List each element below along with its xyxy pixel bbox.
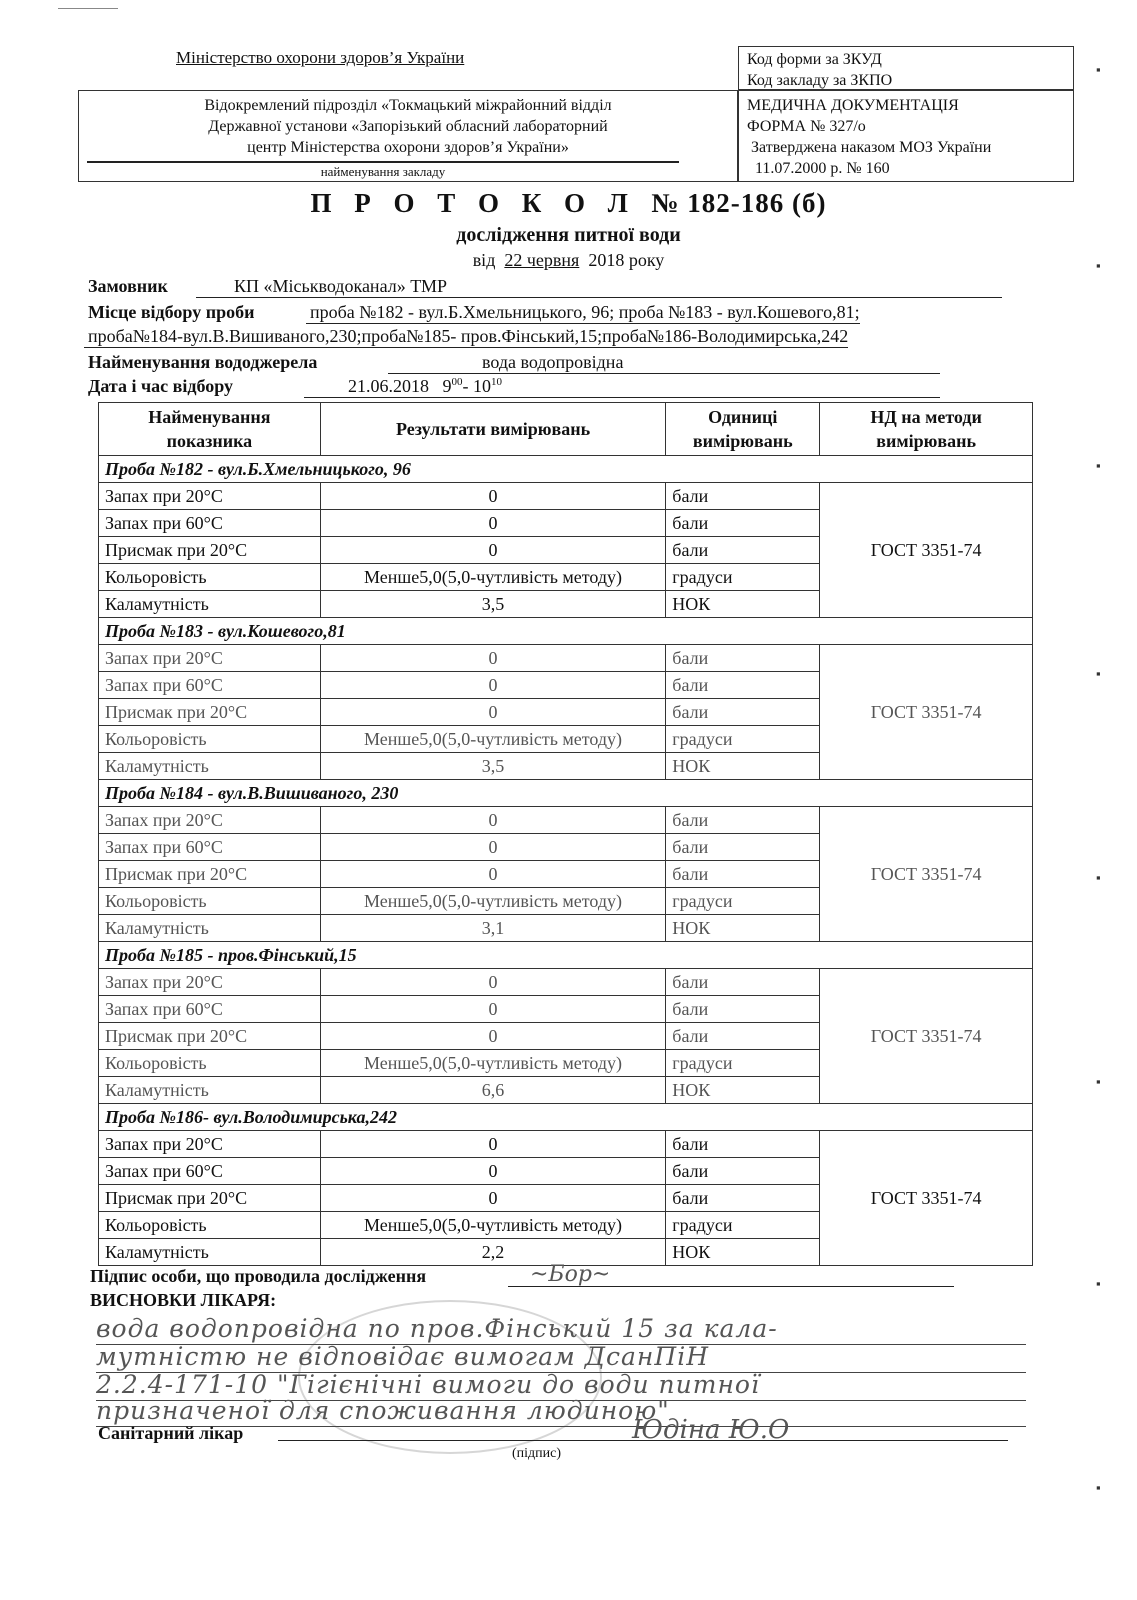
med-approval-line: Затверджена наказом МОЗ України — [751, 139, 992, 156]
conclusion-line: призначеної для споживання людиною" — [96, 1396, 1026, 1427]
measurement-unit: градуси — [666, 1212, 820, 1239]
measurement-unit: бали — [666, 807, 820, 834]
table-row — [99, 483, 1033, 510]
sample-group-row — [99, 618, 1033, 645]
method-standard: ГОСТ 3351-74 — [820, 1131, 1033, 1266]
measurement-result: 0 — [320, 483, 666, 510]
measurement-result: 0 — [320, 1185, 666, 1212]
measurement-result: 0 — [320, 861, 666, 888]
binder-hole-mark: ▪ — [1096, 1480, 1101, 1495]
protocol-title — [0, 188, 1137, 219]
date-value: 22 червня — [504, 250, 580, 270]
measurement-unit: бали — [666, 483, 820, 510]
measurement-result: Менше5,0(5,0-чутливість методу) — [320, 1212, 666, 1239]
binder-hole-mark: ▪ — [1096, 258, 1101, 273]
column-header: Найменування показника — [99, 403, 321, 456]
medical-doc-box — [738, 90, 1074, 182]
sample-group-title: Проба №184 - вул.В.Вишиваного, 230 — [99, 780, 1033, 807]
source-label: Найменування вододжерела — [88, 352, 318, 372]
measurement-unit: бали — [666, 861, 820, 888]
binder-hole-mark: ▪ — [1096, 62, 1101, 77]
measurement-result: 0 — [320, 834, 666, 861]
time-end-min: 10 — [491, 376, 502, 388]
measurement-unit: НОК — [666, 753, 820, 780]
time-start-min: 00 — [451, 376, 463, 388]
table-row — [99, 1131, 1033, 1158]
measurement-unit: бали — [666, 510, 820, 537]
indicator-name: Запах при 20°С — [99, 483, 321, 510]
indicator-name: Присмак при 20°С — [99, 1023, 321, 1050]
med-doc-line: МЕДИЧНА ДОКУМЕНТАЦІЯ — [747, 97, 959, 114]
table-row — [99, 645, 1033, 672]
measurement-unit: бали — [666, 537, 820, 564]
measurement-unit: НОК — [666, 1077, 820, 1104]
indicator-name: Запах при 60°С — [99, 510, 321, 537]
measurement-result: 3,5 — [320, 591, 666, 618]
measurement-result: 0 — [320, 699, 666, 726]
signature-label: Підпис особи, що проводила дослідження — [90, 1266, 427, 1286]
org-line: Відокремлений підрозділ «Токмацький міжрайонний відділ — [204, 97, 612, 114]
indicator-name: Запах при 20°С — [99, 969, 321, 996]
indicator-name: Присмак при 20°С — [99, 537, 321, 564]
measurement-result: 3,5 — [320, 753, 666, 780]
sample-group-title: Проба №185 - пров.Фінський,15 — [99, 942, 1033, 969]
binder-hole-mark: ▪ — [1096, 870, 1101, 885]
conclusion-line: вода водопровідна по пров.Фінський 15 за кала- — [96, 1314, 1026, 1345]
binder-hole-mark: ▪ — [1096, 458, 1101, 473]
measurement-unit: НОК — [666, 915, 820, 942]
scan-mark — [58, 8, 118, 9]
measurement-unit: НОК — [666, 591, 820, 618]
method-standard: ГОСТ 3351-74 — [820, 645, 1033, 780]
conclusion-line: 2.2.4-171-10 "Гігієнічні вимоги до води питної — [96, 1370, 1026, 1401]
measurement-unit: бали — [666, 1131, 820, 1158]
binder-hole-mark: ▪ — [1096, 1276, 1101, 1291]
table-row — [99, 807, 1033, 834]
measurement-unit: бали — [666, 1023, 820, 1050]
doctor-label: Санітарний лікар — [98, 1423, 244, 1443]
measurement-unit: бали — [666, 672, 820, 699]
binder-hole-mark: ▪ — [1096, 1074, 1101, 1089]
sample-group-title: Проба №182 - вул.Б.Хмельницького, 96 — [99, 456, 1033, 483]
measurement-unit: градуси — [666, 888, 820, 915]
indicator-name: Кольоровість — [99, 1212, 321, 1239]
customer-value: КП «Міськводоканал» ТМР — [196, 276, 1002, 298]
results-table — [98, 402, 1033, 1266]
binder-hole-mark: ▪ — [1096, 666, 1101, 681]
protocol-word: П Р О Т О К О Л — [310, 188, 636, 218]
measurement-unit: бали — [666, 996, 820, 1023]
indicator-name: Присмак при 20°С — [99, 699, 321, 726]
sample-group-title: Проба №186- вул.Володимирська,242 — [99, 1104, 1033, 1131]
measurement-unit: бали — [666, 1158, 820, 1185]
indicator-name: Каламутність — [99, 1077, 321, 1104]
measurement-unit: бали — [666, 1185, 820, 1212]
time-start-hour: 9 — [442, 376, 452, 396]
indicator-name: Присмак при 20°С — [99, 1185, 321, 1212]
indicator-name: Запах при 20°С — [99, 807, 321, 834]
doctor-signature: Юдіна Ю.О — [632, 1415, 790, 1445]
indicator-name: Запах при 20°С — [99, 1131, 321, 1158]
measurement-unit: бали — [666, 699, 820, 726]
form-code-line: Код форми за ЗКУД — [747, 51, 882, 68]
method-standard: ГОСТ 3351-74 — [820, 969, 1033, 1104]
indicator-name: Запах при 60°С — [99, 996, 321, 1023]
indicator-name: Запах при 60°С — [99, 834, 321, 861]
customer-label: Замовник — [88, 276, 168, 296]
sample-group-row — [99, 942, 1033, 969]
protocol-number: № 182-186 (б) — [651, 188, 827, 218]
measurement-unit: градуси — [666, 1050, 820, 1077]
sample-group-row — [99, 1104, 1033, 1131]
indicator-name: Запах при 60°С — [99, 1158, 321, 1185]
measurement-unit: градуси — [666, 726, 820, 753]
method-standard: ГОСТ 3351-74 — [820, 483, 1033, 618]
indicator-name: Каламутність — [99, 1239, 321, 1266]
time-end-hour: 10 — [473, 376, 491, 396]
place-value-2: проба№184-вул.В.Вишиваного,230;проба№185- пров.Фінський,15;проба№186-Володимирська,242 — [84, 326, 848, 348]
indicator-name: Запах при 20°С — [99, 645, 321, 672]
column-header: НД на методи вимірювань — [820, 403, 1033, 456]
datetime-label: Дата і час відбору — [88, 376, 233, 396]
indicator-name: Запах при 60°С — [99, 672, 321, 699]
measurement-result: Менше5,0(5,0-чутливість методу) — [320, 564, 666, 591]
ministry-name: Міністерство охорони здоров’я України — [176, 48, 465, 67]
conclusions-label: ВИСНОВКИ ЛІКАРЯ: — [90, 1290, 277, 1310]
measurement-unit: градуси — [666, 564, 820, 591]
org-line: Державної установи «Запорізький обласний лабораторний — [208, 118, 608, 135]
measurement-unit: бали — [666, 645, 820, 672]
sample-group-title: Проба №183 - вул.Кошевого,81 — [99, 618, 1033, 645]
indicator-name: Кольоровість — [99, 564, 321, 591]
organization-box — [78, 90, 738, 182]
measurement-result: Менше5,0(5,0-чутливість методу) — [320, 726, 666, 753]
indicator-name: Каламутність — [99, 915, 321, 942]
place-value-1: проба №182 - вул.Б.Хмельницького, 96; проба №183 - вул.Кошевого,81; — [306, 302, 860, 324]
med-form-line: ФОРМА № 327/о — [747, 118, 866, 135]
measurement-result: 0 — [320, 1131, 666, 1158]
table-row — [99, 969, 1033, 996]
sample-group-row — [99, 456, 1033, 483]
institution-code-line: Код закладу за ЗКПО — [747, 72, 893, 89]
datetime-field — [88, 376, 233, 397]
place-label: Місце відбору проби — [88, 302, 255, 322]
indicator-name: Кольоровість — [99, 1050, 321, 1077]
protocol-subtitle: дослідження питної води — [456, 224, 681, 246]
measurement-result: 0 — [320, 510, 666, 537]
indicator-name: Кольоровість — [99, 726, 321, 753]
measurement-unit: бали — [666, 834, 820, 861]
customer-field — [88, 276, 168, 297]
measurement-result: 0 — [320, 996, 666, 1023]
divider — [87, 161, 679, 163]
measurement-result: 3,1 — [320, 915, 666, 942]
measurement-result: 0 — [320, 672, 666, 699]
indicator-name: Каламутність — [99, 753, 321, 780]
place-field — [88, 302, 254, 323]
indicator-name: Кольоровість — [99, 888, 321, 915]
measurement-result: 0 — [320, 807, 666, 834]
column-header: Одиниці вимірювань — [666, 403, 820, 456]
conclusion-line: мутністю не відповідає вимогам ДсанПіН — [96, 1342, 1026, 1373]
method-standard: ГОСТ 3351-74 — [820, 807, 1033, 942]
org-line: центр Міністерства охорони здоров’я України» — [247, 139, 569, 156]
med-date-line: 11.07.2000 р. № 160 — [755, 160, 890, 177]
measurement-result: Менше5,0(5,0-чутливість методу) — [320, 888, 666, 915]
indicator-name: Присмак при 20°С — [99, 861, 321, 888]
org-caption: найменування закладу — [320, 164, 446, 179]
measurement-result: 2,2 — [320, 1239, 666, 1266]
researcher-signature: ~Бор~ — [530, 1262, 611, 1287]
measurement-unit: бали — [666, 969, 820, 996]
source-value: вода водопровідна — [388, 352, 940, 374]
date-prefix: від — [472, 250, 496, 270]
measurement-result: 0 — [320, 537, 666, 564]
time-sep: - — [462, 376, 473, 396]
table-header-row — [99, 403, 1033, 456]
form-codes-box — [738, 46, 1074, 90]
sample-group-row — [99, 780, 1033, 807]
measurement-result: Менше5,0(5,0-чутливість методу) — [320, 1050, 666, 1077]
measurement-result: 0 — [320, 1158, 666, 1185]
signature-caption: (підпис) — [512, 1446, 562, 1461]
protocol-date — [0, 250, 1137, 271]
column-header: Результати вимірювань — [320, 403, 666, 456]
datetime-date: 21.06.2018 — [348, 376, 429, 396]
measurement-result: 0 — [320, 969, 666, 996]
date-suffix: 2018 року — [588, 250, 665, 270]
measurement-result: 0 — [320, 1023, 666, 1050]
measurement-result: 6,6 — [320, 1077, 666, 1104]
source-field — [88, 352, 317, 373]
measurement-unit: НОК — [666, 1239, 820, 1266]
measurement-result: 0 — [320, 645, 666, 672]
indicator-name: Каламутність — [99, 591, 321, 618]
datetime-value — [304, 376, 940, 398]
